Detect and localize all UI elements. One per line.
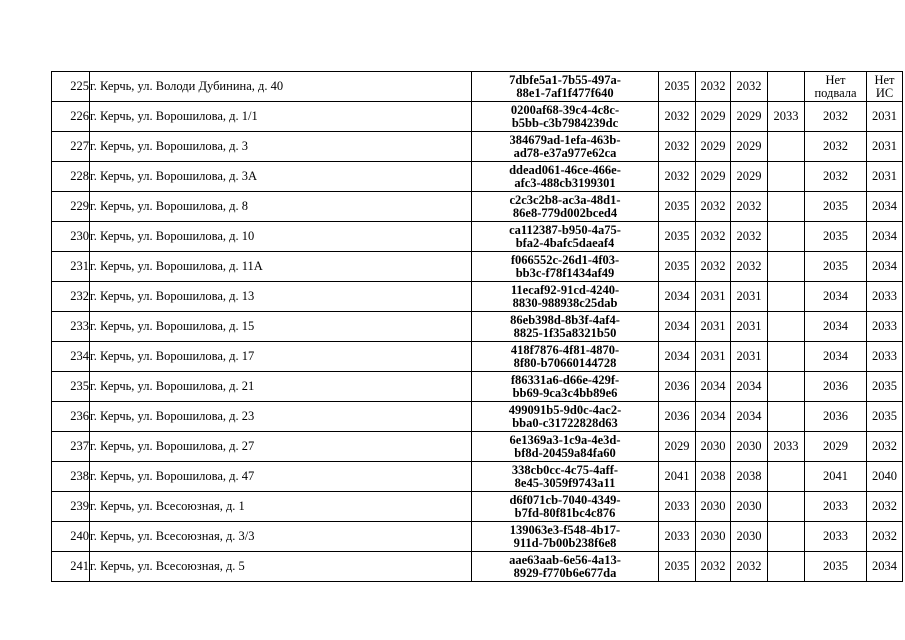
year-cell-2: 2032 xyxy=(696,252,731,282)
address-cell: г. Керчь, ул. Ворошилова, д. 8 xyxy=(90,192,472,222)
engineering-systems-year-cell: 2034 xyxy=(867,252,903,282)
year-cell-3: 2031 xyxy=(731,282,768,312)
row-number-cell: 235 xyxy=(52,372,90,402)
year-cell-3: 2029 xyxy=(731,102,768,132)
row-number-cell: 241 xyxy=(52,552,90,582)
year-cell-4 xyxy=(768,552,805,582)
guid-line-1: 0200af68-39c4-4c8c- xyxy=(510,102,620,117)
row-number-cell: 234 xyxy=(52,342,90,372)
guid-cell xyxy=(472,522,659,552)
table-row xyxy=(52,402,903,432)
year-cell-1: 2035 xyxy=(659,252,696,282)
guid-cell xyxy=(472,342,659,372)
row-number-cell: 239 xyxy=(52,492,90,522)
year-cell-2: 2034 xyxy=(696,402,731,432)
basement-year-cell: 2029 xyxy=(805,432,867,462)
guid-line-1: 499091b5-9d0c-4ac2- xyxy=(508,402,622,417)
row-number-cell: 229 xyxy=(52,192,90,222)
year-cell-1: 2033 xyxy=(659,522,696,552)
table-row xyxy=(52,552,903,582)
year-cell-3: 2032 xyxy=(731,72,768,102)
guid-line-2: 88e1-7af1f477f640 xyxy=(516,85,614,100)
year-cell-4 xyxy=(768,522,805,552)
basement-year-cell: 2035 xyxy=(805,552,867,582)
guid-line-1: c2c3c2b8-ac3a-48d1- xyxy=(509,192,621,207)
year-cell-2: 2029 xyxy=(696,132,731,162)
row-number-cell: 232 xyxy=(52,282,90,312)
table-row xyxy=(52,462,903,492)
row-number-cell: 230 xyxy=(52,222,90,252)
year-cell-1: 2035 xyxy=(659,552,696,582)
guid-cell xyxy=(472,402,659,432)
year-cell-1: 2035 xyxy=(659,222,696,252)
address-cell: г. Керчь, ул. Ворошилова, д. 1/1 xyxy=(90,102,472,132)
guid-line-2: bba0-c31722828d63 xyxy=(512,415,618,430)
guid-cell xyxy=(472,462,659,492)
table-row xyxy=(52,312,903,342)
year-cell-4: 2033 xyxy=(768,432,805,462)
guid-line-1: 384679ad-1efa-463b- xyxy=(509,132,621,147)
row-number-cell: 240 xyxy=(52,522,90,552)
address-cell: г. Керчь, ул. Ворошилова, д. 23 xyxy=(90,402,472,432)
year-cell-1: 2035 xyxy=(659,72,696,102)
engineering-systems-year-cell: 2031 xyxy=(867,102,903,132)
engineering-systems-year-cell: Нет ИС xyxy=(867,72,903,102)
guid-line-1: 86eb398d-8b3f-4af4- xyxy=(510,312,620,327)
year-cell-3: 2031 xyxy=(731,312,768,342)
guid-cell xyxy=(472,132,659,162)
year-cell-2: 2031 xyxy=(696,342,731,372)
guid-cell xyxy=(472,72,659,102)
year-cell-3: 2029 xyxy=(731,162,768,192)
year-cell-4 xyxy=(768,492,805,522)
year-cell-1: 2032 xyxy=(659,102,696,132)
engineering-systems-year-cell: 2031 xyxy=(867,162,903,192)
guid-line-2: afc3-488cb3199301 xyxy=(514,175,616,190)
table-row xyxy=(52,222,903,252)
table-row xyxy=(52,102,903,132)
address-cell: г. Керчь, ул. Ворошилова, д. 10 xyxy=(90,222,472,252)
guid-line-2: 8f80-b70660144728 xyxy=(513,355,617,370)
engineering-systems-year-cell: 2034 xyxy=(867,192,903,222)
row-number-cell: 227 xyxy=(52,132,90,162)
table-row xyxy=(52,72,903,102)
year-cell-3: 2030 xyxy=(731,492,768,522)
guid-line-1: d6f071cb-7040-4349- xyxy=(509,492,621,507)
engineering-systems-year-cell: 2033 xyxy=(867,282,903,312)
year-cell-4 xyxy=(768,372,805,402)
guid-line-1: 7dbfe5a1-7b55-497a- xyxy=(509,72,621,87)
table-row xyxy=(52,342,903,372)
year-cell-1: 2034 xyxy=(659,342,696,372)
guid-cell xyxy=(472,222,659,252)
table-row xyxy=(52,162,903,192)
address-cell: г. Керчь, ул. Ворошилова, д. 13 xyxy=(90,282,472,312)
basement-year-cell: 2035 xyxy=(805,222,867,252)
guid-line-1: aae63aab-6e56-4a13- xyxy=(509,552,621,567)
basement-year-cell: 2034 xyxy=(805,312,867,342)
guid-line-2: bb69-9ca3c4bb89e6 xyxy=(512,385,618,400)
year-cell-2: 2032 xyxy=(696,552,731,582)
guid-line-1: 6e1369a3-1c9a-4e3d- xyxy=(509,432,621,447)
guid-cell xyxy=(472,372,659,402)
guid-line-2: bb3c-f78f1434af49 xyxy=(515,265,615,280)
guid-line-2: ad78-e37a977e62ca xyxy=(513,145,617,160)
year-cell-2: 2030 xyxy=(696,522,731,552)
guid-line-2: 8825-1f35a8321b50 xyxy=(513,325,617,340)
guid-line-2: bf8d-20459a84fa60 xyxy=(514,445,616,460)
guid-line-1: ca112387-b950-4a75- xyxy=(509,222,621,237)
basement-year-cell: 2036 xyxy=(805,402,867,432)
guid-cell xyxy=(472,282,659,312)
year-cell-3: 2030 xyxy=(731,432,768,462)
basement-year-cell: Нет подвала xyxy=(805,72,867,102)
engineering-systems-year-cell: 2033 xyxy=(867,342,903,372)
engineering-systems-year-cell: 2040 xyxy=(867,462,903,492)
year-cell-3: 2034 xyxy=(731,372,768,402)
address-cell: г. Керчь, ул. Ворошилова, д. 27 xyxy=(90,432,472,462)
guid-line-1: f86331a6-d66e-429f- xyxy=(510,372,620,387)
table-row xyxy=(52,522,903,552)
address-cell: г. Керчь, ул. Ворошилова, д. 17 xyxy=(90,342,472,372)
basement-year-cell: 2032 xyxy=(805,132,867,162)
year-cell-2: 2032 xyxy=(696,72,731,102)
engineering-systems-year-cell: 2034 xyxy=(867,222,903,252)
row-number-cell: 226 xyxy=(52,102,90,132)
engineering-systems-year-cell: 2031 xyxy=(867,132,903,162)
guid-line-2: 86e8-779d002bced4 xyxy=(512,205,618,220)
year-cell-1: 2033 xyxy=(659,492,696,522)
year-cell-1: 2032 xyxy=(659,132,696,162)
guid-line-1: 11ecaf92-91cd-4240- xyxy=(510,282,620,297)
guid-cell xyxy=(472,102,659,132)
year-cell-1: 2032 xyxy=(659,162,696,192)
year-cell-2: 2034 xyxy=(696,372,731,402)
guid-line-1: 338cb0cc-4c75-4aff- xyxy=(511,462,619,477)
engineering-systems-year-cell: 2034 xyxy=(867,552,903,582)
table-row xyxy=(52,252,903,282)
address-cell: г. Керчь, ул. Всесоюзная, д. 3/3 xyxy=(90,522,472,552)
address-cell: г. Керчь, ул. Ворошилова, д. 21 xyxy=(90,372,472,402)
guid-line-2: 8929-f770b6e677da xyxy=(513,565,617,580)
year-cell-3: 2038 xyxy=(731,462,768,492)
year-cell-2: 2032 xyxy=(696,222,731,252)
year-cell-1: 2041 xyxy=(659,462,696,492)
engineering-systems-year-cell: 2035 xyxy=(867,402,903,432)
year-cell-4 xyxy=(768,402,805,432)
guid-line-2: 8830-988938c25dab xyxy=(512,295,618,310)
guid-cell xyxy=(472,432,659,462)
year-cell-4 xyxy=(768,252,805,282)
year-cell-2: 2031 xyxy=(696,282,731,312)
basement-year-cell: 2041 xyxy=(805,462,867,492)
row-number-cell: 225 xyxy=(52,72,90,102)
table-row xyxy=(52,192,903,222)
year-cell-4 xyxy=(768,192,805,222)
document-table xyxy=(51,71,903,582)
guid-cell xyxy=(472,252,659,282)
address-cell: г. Керчь, ул. Ворошилова, д. 15 xyxy=(90,312,472,342)
guid-line-1: 139063e3-f548-4b17- xyxy=(509,522,621,537)
guid-line-1: ddead061-46ce-466e- xyxy=(509,162,621,177)
row-number-cell: 236 xyxy=(52,402,90,432)
guid-line-2: 8e45-3059f9743a11 xyxy=(514,475,616,490)
year-cell-3: 2032 xyxy=(731,192,768,222)
year-cell-1: 2036 xyxy=(659,372,696,402)
year-cell-4 xyxy=(768,132,805,162)
table-row xyxy=(52,282,903,312)
year-cell-1: 2034 xyxy=(659,282,696,312)
year-cell-1: 2035 xyxy=(659,192,696,222)
address-cell: г. Керчь, ул. Всесоюзная, д. 5 xyxy=(90,552,472,582)
year-cell-1: 2036 xyxy=(659,402,696,432)
guid-cell xyxy=(472,492,659,522)
basement-year-cell: 2033 xyxy=(805,492,867,522)
year-cell-2: 2030 xyxy=(696,432,731,462)
year-cell-4 xyxy=(768,162,805,192)
table-row xyxy=(52,432,903,462)
year-cell-4 xyxy=(768,282,805,312)
year-cell-2: 2029 xyxy=(696,102,731,132)
engineering-systems-year-cell: 2032 xyxy=(867,432,903,462)
address-cell: г. Керчь, ул. Ворошилова, д. 11А xyxy=(90,252,472,282)
table-row xyxy=(52,132,903,162)
year-cell-3: 2032 xyxy=(731,222,768,252)
year-cell-2: 2038 xyxy=(696,462,731,492)
address-cell: г. Керчь, ул. Ворошилова, д. 3А xyxy=(90,162,472,192)
table-row xyxy=(52,492,903,522)
year-cell-2: 2032 xyxy=(696,192,731,222)
year-cell-4 xyxy=(768,342,805,372)
year-cell-3: 2030 xyxy=(731,522,768,552)
basement-year-cell: 2033 xyxy=(805,522,867,552)
guid-cell xyxy=(472,192,659,222)
row-number-cell: 231 xyxy=(52,252,90,282)
guid-line-1: 418f7876-4f81-4870- xyxy=(510,342,620,357)
guid-line-2: b7fd-80f81bc4c876 xyxy=(514,505,616,520)
basement-year-cell: 2035 xyxy=(805,252,867,282)
year-cell-4 xyxy=(768,462,805,492)
guid-cell xyxy=(472,162,659,192)
basement-year-cell: 2032 xyxy=(805,162,867,192)
address-cell: г. Керчь, ул. Ворошилова, д. 47 xyxy=(90,462,472,492)
row-number-cell: 228 xyxy=(52,162,90,192)
year-cell-2: 2030 xyxy=(696,492,731,522)
basement-year-cell: 2036 xyxy=(805,372,867,402)
address-cell: г. Керчь, ул. Володи Дубинина, д. 40 xyxy=(90,72,472,102)
basement-year-cell: 2035 xyxy=(805,192,867,222)
year-cell-2: 2029 xyxy=(696,162,731,192)
year-cell-3: 2029 xyxy=(731,132,768,162)
row-number-cell: 233 xyxy=(52,312,90,342)
basement-year-cell: 2032 xyxy=(805,102,867,132)
year-cell-4 xyxy=(768,222,805,252)
guid-line-2: bfa2-4bafc5daeaf4 xyxy=(515,235,615,250)
basement-year-cell: 2034 xyxy=(805,282,867,312)
year-cell-4 xyxy=(768,312,805,342)
year-cell-1: 2029 xyxy=(659,432,696,462)
engineering-systems-year-cell: 2033 xyxy=(867,312,903,342)
guid-line-2: b5bb-c3b7984239dc xyxy=(511,115,619,130)
year-cell-4 xyxy=(768,72,805,102)
address-cell: г. Керчь, ул. Всесоюзная, д. 1 xyxy=(90,492,472,522)
guid-line-1: f066552c-26d1-4f03- xyxy=(510,252,620,267)
table-row xyxy=(52,372,903,402)
year-cell-4: 2033 xyxy=(768,102,805,132)
address-cell: г. Керчь, ул. Ворошилова, д. 3 xyxy=(90,132,472,162)
row-number-cell: 237 xyxy=(52,432,90,462)
guid-cell xyxy=(472,312,659,342)
guid-line-2: 911d-7b00b238f6e8 xyxy=(513,535,617,550)
engineering-systems-year-cell: 2032 xyxy=(867,492,903,522)
year-cell-1: 2034 xyxy=(659,312,696,342)
guid-cell xyxy=(472,552,659,582)
year-cell-3: 2032 xyxy=(731,552,768,582)
row-number-cell: 238 xyxy=(52,462,90,492)
basement-year-cell: 2034 xyxy=(805,342,867,372)
year-cell-3: 2032 xyxy=(731,252,768,282)
year-cell-3: 2034 xyxy=(731,402,768,432)
engineering-systems-year-cell: 2032 xyxy=(867,522,903,552)
engineering-systems-year-cell: 2035 xyxy=(867,372,903,402)
year-cell-3: 2031 xyxy=(731,342,768,372)
year-cell-2: 2031 xyxy=(696,312,731,342)
